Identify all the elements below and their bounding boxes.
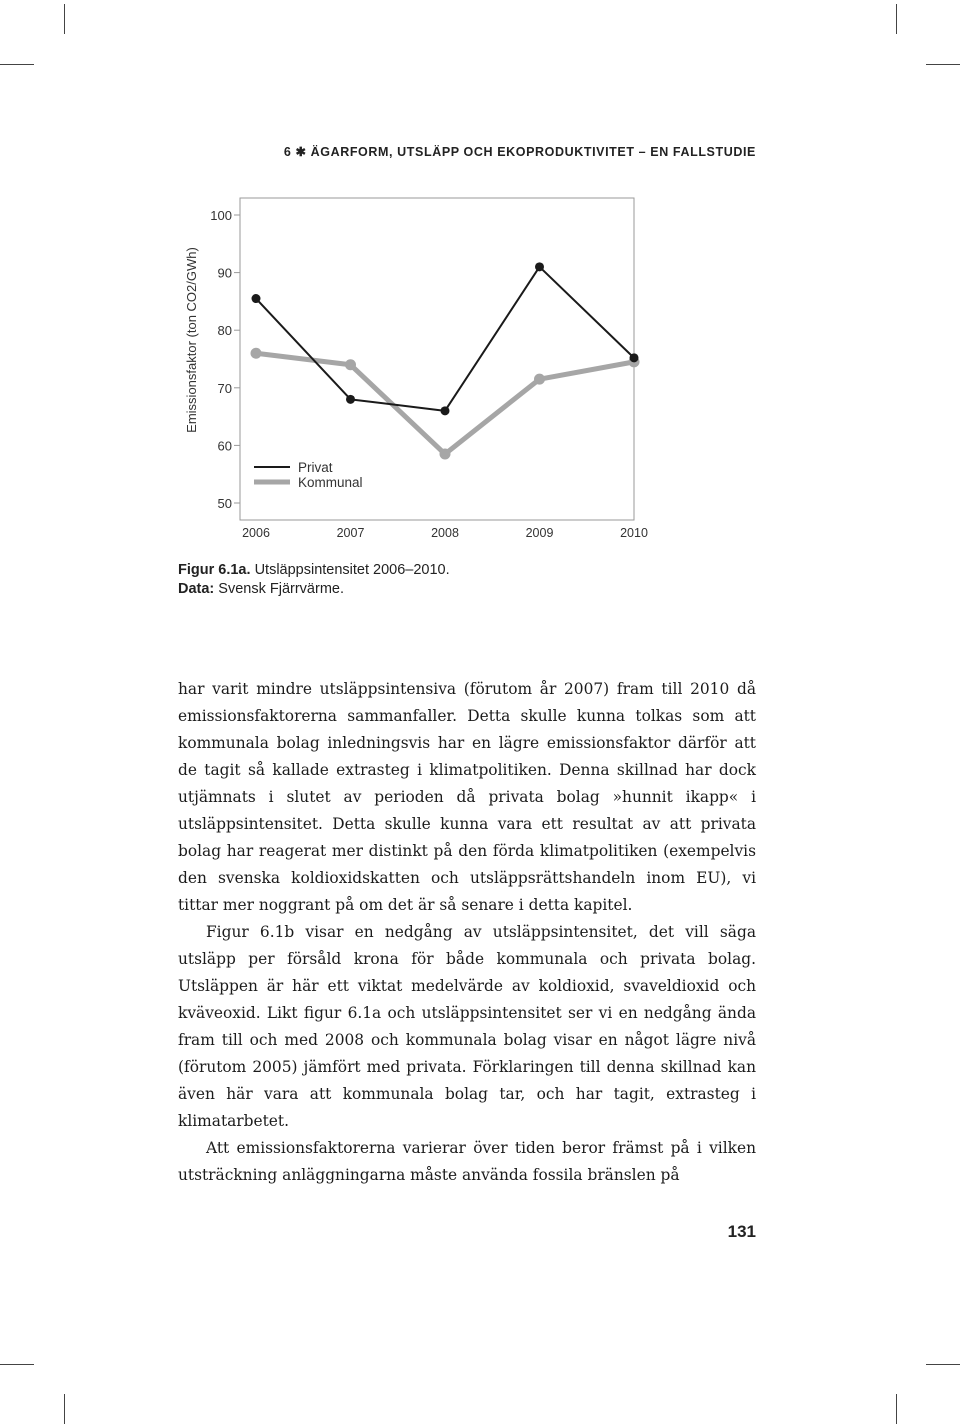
y-tick-label: 80 [217,323,232,339]
figure-title: Utsläppsintensitet 2006–2010. [254,562,450,578]
y-axis-label: Emissionsfaktor (ton CO2/GWh) [184,247,199,433]
crop-mark [896,1394,897,1424]
series-line-kommunal [256,353,634,454]
series-line-privat [256,267,634,411]
data-point-kommunal [345,359,356,370]
x-tick-label: 2009 [525,526,554,540]
running-head: 6 ✱ ÄGARFORM, UTSLÄPP OCH EKOPRODUKTIVITET – EN FALLSTUDIE [283,145,756,159]
data-point-kommunal [440,449,451,460]
crop-mark [0,1364,34,1365]
paragraph-3: Att emissionsfaktorerna varierar över tiden beror främst på i vilken utsträckning anläggningarna måste använda fossila bränslen på [178,1139,756,1184]
x-tick-label: 2006 [242,526,270,540]
x-tick-label: 2008 [431,526,459,540]
crop-mark [926,64,960,65]
data-point-privat [441,406,450,415]
data-point-privat [630,353,639,362]
data-point-privat [535,262,544,271]
y-axis-label-region [176,228,200,450]
crop-mark [0,64,34,65]
paragraph-1: har varit mindre utsläppsintensiva (förutom år 2007) fram till 2010 då emissionsfaktorerna sammanfaller. Detta skulle kunna tolkas som att kommunala bolag inledningsvis har en lägre emissionsfaktor därför att de tagit så kallade extrasteg i klimatpolitiken. Denna skillnad har dock utjämnats i slutet av perioden då privata bolag »hunnit ikapp« i utsläppsintensitet. Detta skulle kunna vara ett resultat av att privata bolag har reagerat mer distinkt på den förda klimatpolitiken (exempelvis den svenska koldioxidskatten och utsläppsrättshandeln inom EU), vi tittar mer noggrant på om det är så senare i detta kapitel. [178,680,756,914]
crop-mark [64,1394,65,1424]
figure-caption [178,561,638,599]
y-tick-label: 50 [217,496,232,511]
data-point-privat [346,395,355,404]
data-point-kommunal [534,374,545,385]
source-text: Svensk Fjärrvärme. [218,581,344,597]
crop-mark [896,4,897,34]
data-point-privat [252,294,261,303]
y-tick-label: 70 [217,380,232,396]
y-tick-label: 60 [217,438,232,454]
x-tick-label: 2007 [336,526,365,540]
crop-mark [64,4,65,34]
paragraph-2: Figur 6.1b visar en nedgång av utsläppsintensitet, det vill säga utsläpp per försåld krona för både kommunala och privata bolag. Utsläppen är här ett viktat medelvärde av koldioxid, svaveldioxid och kväveoxid. Likt figur 6.1a och utsläppsintensitet ser vi en nedgång ända fram till och med 2008 och kommunala bolag visar en något lägre nivå (förutom 2005) jämfört med privata. Förklaringen till denna skillnad kan även här vara att kommunala bolag tar, och har tagit, extrasteg i klimatarbetet. [178,923,756,1130]
emission-line-chart [178,190,648,550]
legend-label-privat: Privat [298,460,333,475]
source-label: Data: [178,581,215,597]
y-tick-label: 100 [210,208,232,223]
crop-mark [926,1364,960,1365]
body-text [178,676,756,1189]
figure-label: Figur 6.1a. [178,562,251,578]
y-tick-label: 90 [217,265,232,281]
x-tick-label: 2010 [620,526,648,540]
legend-label-kommunal: Kommunal [298,475,363,490]
data-point-kommunal [251,348,262,359]
caption-title-line [178,561,638,580]
page-number: 131 [727,1222,756,1241]
caption-source-line [178,580,638,599]
